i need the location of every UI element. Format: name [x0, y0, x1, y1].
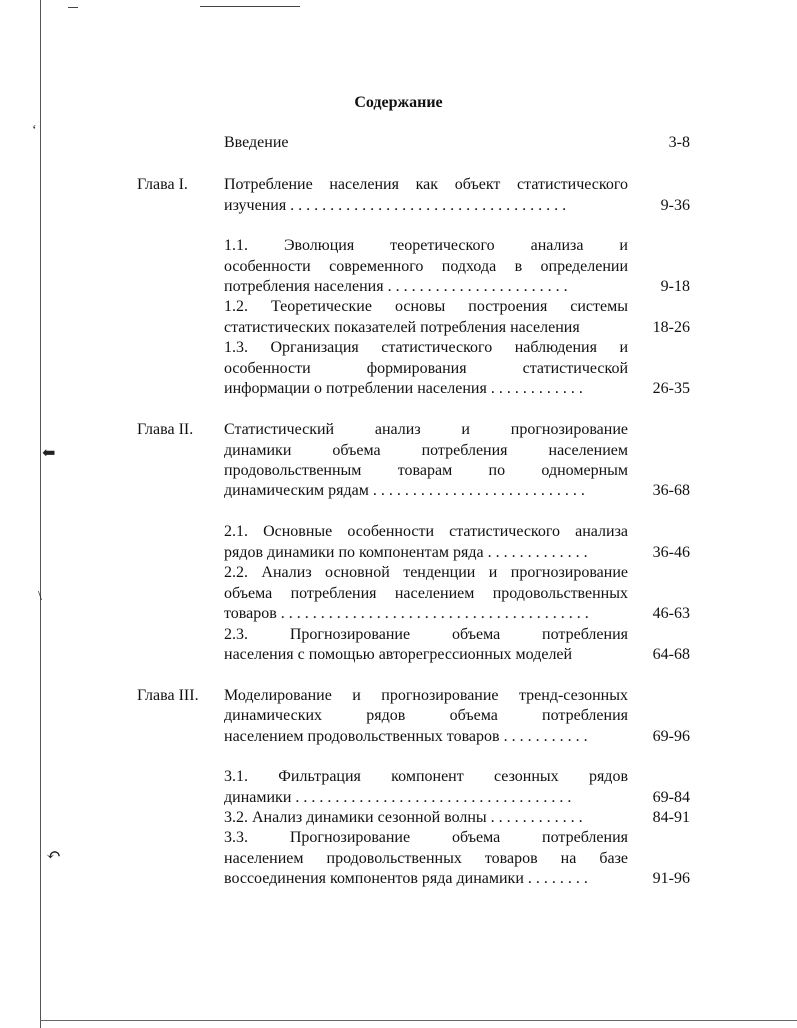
chapter-label: Глава III.: [137, 687, 199, 704]
toc-text: информации о потреблении населения . . . . . . . . . . . .: [224, 380, 583, 397]
toc-section-2-3-line: [0, 645, 797, 665]
toc-text: динамических рядов объема потребления: [224, 707, 628, 724]
toc-chapter-1: [0, 175, 797, 195]
toc-chapter-2-line: [0, 441, 797, 461]
toc-chapter-2: [0, 420, 797, 440]
toc-text: 2.1. Основные особенности статистического анализа: [224, 523, 628, 540]
scan-edge-bottom: [40, 1020, 797, 1021]
toc-text: 2.2. Анализ основной тенденции и прогнозирование: [224, 564, 628, 581]
toc-section-1-2-line: [0, 318, 797, 338]
toc-pages: 46-63: [652, 605, 690, 622]
toc-pages: 64-68: [652, 646, 690, 663]
scan-artifact: [200, 6, 300, 7]
scan-speck: \: [38, 589, 42, 604]
toc-text: динамики . . . . . . . . . . . . . . . . . . . . . . . . . . . . . . . . . . .: [224, 789, 572, 806]
toc-section-2-2: [0, 563, 797, 583]
toc-text: динамическим рядам . . . . . . . . . . . . . . . . . . . . . . . . . . .: [224, 482, 585, 499]
toc-chapter-3-line: [0, 706, 797, 726]
toc-section-1-1-line: [0, 277, 797, 297]
toc-pages: 36-68: [652, 482, 690, 499]
toc-section-3-2: [0, 808, 797, 828]
toc-text: особенности формирования статистической: [224, 360, 628, 377]
scan-speck: ⬅: [42, 445, 56, 462]
toc-text: товаров . . . . . . . . . . . . . . . . . . . . . . . . . . . . . . . . . . . . . . .: [224, 605, 589, 622]
toc-section-3-3-line: [0, 849, 797, 869]
toc-pages: 3-8: [668, 134, 690, 151]
toc-pages: 26-35: [652, 380, 690, 397]
toc-text: потребления населения . . . . . . . . . . . . . . . . . . . . . . .: [224, 278, 568, 295]
page-title: Содержание: [354, 94, 443, 111]
chapter-label: Глава II.: [137, 421, 194, 438]
chapter-label: Глава I.: [137, 176, 188, 193]
toc-text: 1.3. Организация статистического наблюдения и: [224, 339, 628, 356]
toc-pages: 9-18: [660, 278, 690, 295]
toc-chapter-2-line: [0, 481, 797, 501]
toc-text: Введение: [224, 134, 289, 151]
toc-chapter-3-line: [0, 727, 797, 747]
toc-pages: 9-36: [660, 197, 690, 214]
toc-pages: 69-96: [652, 728, 690, 745]
toc-section-3-3-line: [0, 869, 797, 889]
toc-text: населением продовольственных товаров на базе: [224, 850, 628, 867]
toc-chapter-3: [0, 686, 797, 706]
toc-section-2-1: [0, 522, 797, 542]
toc-section-1-3-line: [0, 379, 797, 399]
toc-section-1-3-line: [0, 359, 797, 379]
toc-entry-intro: [0, 133, 797, 153]
toc-text: населением продовольственных товаров . . . . . . . . . . .: [224, 728, 588, 745]
toc-section-2-3: [0, 625, 797, 645]
toc-section-2-1-line: [0, 543, 797, 563]
toc-section-2-2-line: [0, 584, 797, 604]
toc-text: воссоединения компонентов ряда динамики . . . . . . . .: [224, 870, 588, 887]
toc-text: 1.1. Эволюция теоретического анализа и: [224, 237, 628, 254]
scan-speck: ↶: [46, 845, 62, 865]
toc-text: Потребление населения как объект статистического: [224, 176, 628, 193]
toc-section-1-1: [0, 236, 797, 256]
toc-text: 1.2. Теоретические основы построения системы: [224, 298, 628, 315]
toc-section-1-2: [0, 297, 797, 317]
toc-text: Статистический анализ и прогнозирование: [224, 421, 628, 438]
toc-chapter-1-line: [0, 196, 797, 216]
toc-text: статистических показателей потребления населения: [224, 319, 580, 336]
toc-text: 2.3. Прогнозирование объема потребления: [224, 626, 628, 643]
toc-section-1-1-line: [0, 257, 797, 277]
toc-text: изучения . . . . . . . . . . . . . . . . . . . . . . . . . . . . . . . . . . .: [224, 197, 567, 214]
toc-pages: 36-46: [652, 544, 690, 561]
toc-text: объема потребления населением продовольственных: [224, 585, 628, 602]
toc-pages: 91-96: [652, 870, 690, 887]
toc-text: 3.3. Прогнозирование объема потребления: [224, 829, 628, 846]
toc-chapter-2-line: [0, 461, 797, 481]
toc-pages: 69-84: [652, 789, 690, 806]
toc-text: Моделирование и прогнозирование тренд-сезонных: [224, 687, 628, 704]
toc-text: 3.2. Анализ динамики сезонной волны . . . . . . . . . . . .: [224, 809, 583, 826]
scan-speck: ʻ: [32, 123, 37, 138]
toc-text: особенности современного подхода в определении: [224, 258, 628, 275]
toc-text: рядов динамики по компонентам ряда . . . . . . . . . . . . .: [224, 544, 588, 561]
toc-section-3-1-line: [0, 788, 797, 808]
toc-text: населения с помощью авторегрессионных моделей: [224, 646, 573, 663]
toc-text: 3.1. Фильтрация компонент сезонных рядов: [224, 768, 628, 785]
toc-text: продовольственным товарам по одномерным: [224, 462, 628, 479]
toc-section-1-3: [0, 338, 797, 358]
toc-section-2-2-line: [0, 604, 797, 624]
toc-text: динамики объема потребления населением: [224, 442, 628, 459]
toc-pages: 18-26: [652, 319, 690, 336]
scan-artifact: [68, 7, 78, 8]
toc-pages: 84-91: [652, 809, 690, 826]
toc-section-3-3: [0, 828, 797, 848]
toc-section-3-1: [0, 767, 797, 787]
